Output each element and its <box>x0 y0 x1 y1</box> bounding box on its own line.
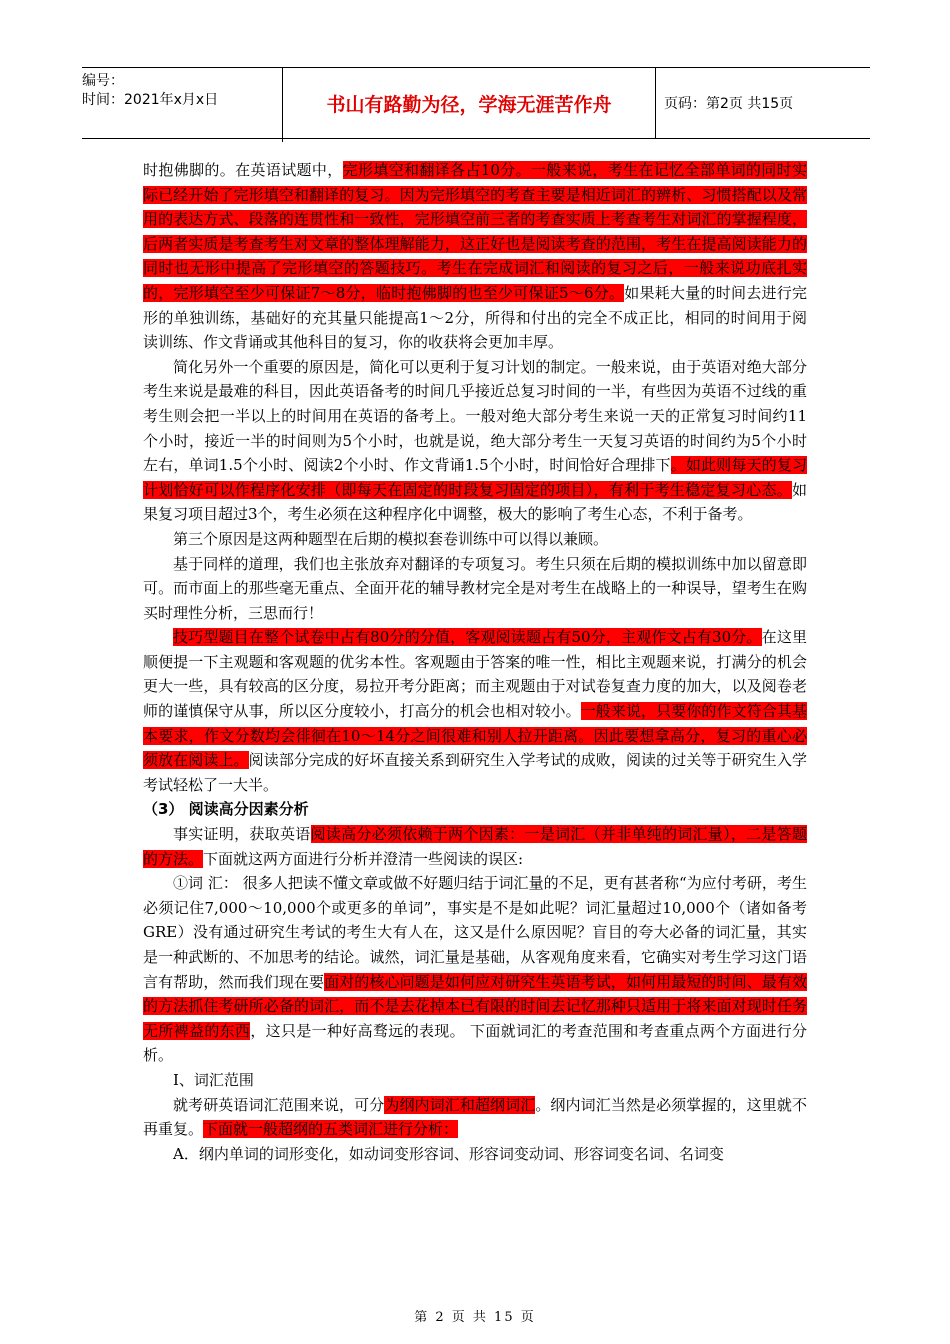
body-text: 阅读部分完成的好坏直接关系到研究生入学考试的成败，阅读的过关等于研究生入学考试轻松了一大半。 <box>143 751 807 794</box>
body-text: 基于同样的道理，我们也主张放弃对翻译的专项复习。考生只须在后期的模拟训练中加以留意即可。而市面上的那些毫无重点、全面开花的辅导教材完全是对考生在战略上的一种误导，望考生在购买时理性分析，三思而行！ <box>143 554 807 622</box>
paragraph <box>143 822 807 871</box>
body-text: 时抱佛脚的。在英语试题中， <box>143 161 343 179</box>
highlighted-text: 阅读高分必须依赖于两个因素：一是词汇（并非单纯的词汇量），二是答题的方法。 <box>143 825 807 868</box>
paragraph <box>143 1142 807 1167</box>
body-text: 。纲内词汇当然是必须掌握的，这里就不再重复。 <box>143 1095 807 1139</box>
header-motto: 书山有路勤为径，学海无涯苦作舟 <box>283 68 656 138</box>
page-footer: 第 2 页 共 15 页 <box>414 1310 536 1325</box>
header-meta <box>82 68 283 142</box>
header-page-number: 页码：第2页 共15页 <box>664 96 794 112</box>
highlighted-text: 面对的核心问题是如何应对研究生英语考试，如何用最短的时间、最有效的方法抓住考研所必备的词汇，而不是去花掉本已有限的时间去记忆那种只适用于将来面对现时任务无所裨益的东西 <box>143 972 807 1040</box>
highlighted-text: 完形填空和翻译各占10分。一般来说，考生在记忆全部单词的同时实际已经开始了完形填空和翻译的复习。因为完形填空的考查主要是相近词汇的辨析、习惯搭配以及常用的表达方式、段落的连贯性和一致性，完形填空前三者的考查实质上考查考生对词汇的掌握程度，后两者实质是考查考生对文章的整体理解能力，这正好也是阅读考查的范围，考生在提高阅读能力的同时也无形中提高了完形填空的答题技巧。考生在完成词汇和阅读的复习之后，一般来说功底扎实的，完形填空至少可保证7～8分，临时抱佛脚的也至少可保证5～6分。 <box>143 161 807 302</box>
document-body <box>143 158 807 1166</box>
paragraph <box>143 871 807 1068</box>
body-text: ①词 汇： 很多人把读不懂文章或做不好题归结于词汇量的不足，更有甚者称“为应付考研，考生必须记住7,000～10,000个或更多的单词”，事实是不是如此呢？词汇量超过10,000个（诸如备考GRE）没有通过研究生考试的考生大有人在，这又是什么原因呢？盲目的夸大必备的词汇量，其实是一种武断的、不加思考的结论。诚然，词汇量是基础，从客观角度来看，它确实对考生学习这门语言有帮助，然而我们现在要 <box>143 874 807 991</box>
body-text: 第三个原因是这两种题型在后期的模拟套卷训练中可以得以兼顾。 <box>173 529 609 548</box>
highlighted-text: 下面就一般超纲的五类词汇进行分析： <box>203 1120 459 1139</box>
page-header <box>82 67 870 139</box>
body-text: Ⅰ、词汇范围 <box>173 1070 254 1089</box>
header-time: 时间：2021年x月x日 <box>82 92 219 108</box>
section-heading <box>143 797 807 822</box>
paragraph <box>143 527 807 552</box>
body-text: 如果复习项目超过3个，考生必须在这种程序化中调整，极大的影响了考生心态，不利于备考。 <box>143 480 807 524</box>
header-number: 编号： <box>82 73 124 89</box>
body-text: 事实证明，获取英语 <box>173 825 311 844</box>
highlighted-text: 技巧型题目在整个试卷中占有80分的分值，客观阅读题占有50分，主观作文占有30分。 <box>173 628 762 647</box>
body-text: A．纲内单词的词形变化，如动词变形容词、形容词变动词、形容词变名词、名词变 <box>173 1144 724 1163</box>
body-text: 下面就这两方面进行分析并澄清一些阅读的误区: <box>203 849 524 868</box>
paragraph <box>143 1068 807 1093</box>
highlighted-text: 。如此则每天的复习计划恰好可以作程序化安排（即每天在固定的时段复习固定的项目），有利于考生稳定复习心态。 <box>143 456 807 499</box>
highlighted-text: 为纲内词汇和超纲词汇 <box>384 1095 536 1114</box>
paragraph <box>143 158 807 355</box>
paragraph <box>143 1093 807 1142</box>
body-text: （3） 阅读高分因素分析 <box>143 800 309 819</box>
body-text: 如果耗大量的时间去进行完形的单独训练，基础好的充其量只能提高1～2分，所得和付出的完全不成正比，相同的时间用于阅读训练、作文背诵或其他科目的复习，你的收获将会更加丰厚。 <box>143 283 807 352</box>
body-text: 就考研英语词汇范围来说，可分 <box>173 1095 385 1114</box>
highlighted-text: 一般来说，只要你的作文符合其基本要求，作文分数均会徘徊在10～14分之间很难和别人拉开距离。因此要想拿高分，复习的重心必须放在阅读上。 <box>143 702 807 770</box>
body-text: 在这里顺便提一下主观题和客观题的优劣本性。客观题由于答案的唯一性，相比主观题来说，打满分的机会更大一些，具有较高的区分度，易拉开考分距离；而主观题由于对试卷复查力度的加大，以及阅卷老师的谨慎保守从事，所以区分度较小，打高分的机会也相对较小。 <box>143 628 807 721</box>
body-text: 简化另外一个重要的原因是，简化可以更利于复习计划的制定。一般来说，由于英语对绝大部分考生来说是最难的科目，因此英语备考的时间几乎接近总复习时间的一半，有些因为英语不过线的重考生则会把一半以上的时间用在英语的备考上。一般对绝大部分考生来说一天的正常复习时间约11个小时，接近一半的时间则为5个小时，也就是说，绝大部分考生一天复习英语的时间约为5个小时左右，单词1.5个小时、阅读2个小时、作文背诵1.5个小时，时间恰好合理排下 <box>143 357 807 475</box>
paragraph <box>143 552 807 626</box>
body-text: ，这只是一种好高骛远的表现。 下面就词汇的考查范围和考查重点两个方面进行分析。 <box>143 1021 807 1065</box>
paragraph <box>143 625 807 797</box>
paragraph <box>143 355 807 527</box>
